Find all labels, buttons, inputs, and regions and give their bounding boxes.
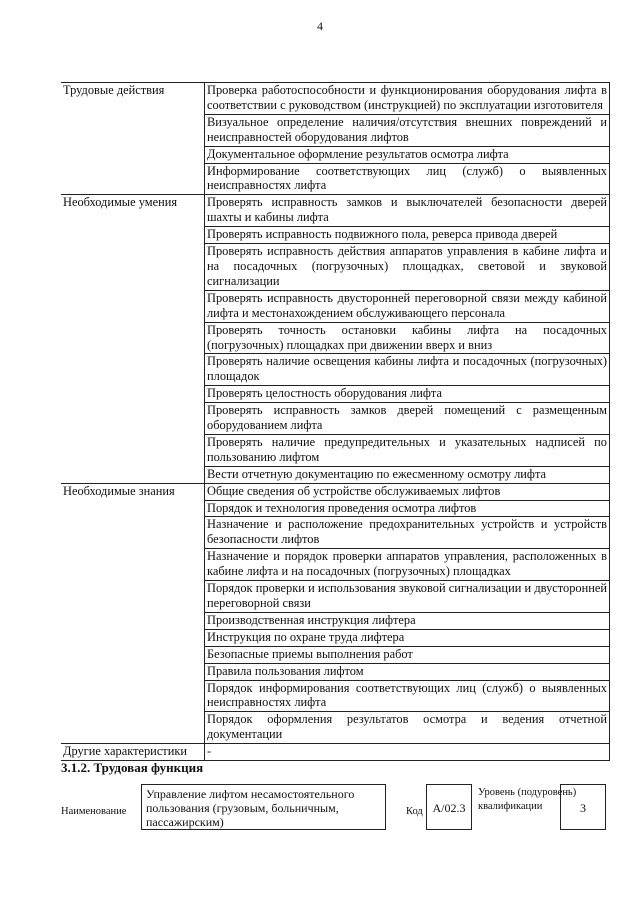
row-label-cell [61,680,205,712]
row-label-cell: Другие характеристики [61,744,205,761]
code-label: Код [406,806,423,817]
section-heading: 3.1.2. Трудовая функция [61,760,204,775]
row-label-cell [61,227,205,244]
table-row [61,146,610,163]
table-row [61,322,610,354]
table-row [61,83,610,115]
table-row [61,466,610,483]
table-row [61,744,610,761]
row-label-cell [61,663,205,680]
table-row [61,646,610,663]
table-row [61,227,610,244]
name-label: Наименование [61,806,127,817]
row-value-cell: Правила пользования лифтом [205,663,610,680]
table-row [61,612,610,629]
level-label: Уровень (подуровень) квалификации [478,787,577,812]
table-row [61,290,610,322]
row-label-cell [61,581,205,613]
table-row [61,244,610,291]
row-label-cell [61,612,205,629]
row-value-cell: Порядок и технология проведения осмотра лифтов [205,500,610,517]
table-row [61,629,610,646]
row-label-cell [61,466,205,483]
code-box: A/02.3 [426,784,472,830]
table-row [61,581,610,613]
function-name-box: Управление лифтом несамостоятельного пользования (грузовым, больничным, пассажирским) [141,784,386,830]
table-row [61,403,610,435]
row-value-cell: Инструкция по охране труда лифтера [205,629,610,646]
competency-table [61,82,610,761]
row-label-cell [61,403,205,435]
table-row [61,680,610,712]
table-row [61,517,610,549]
row-label-cell [61,290,205,322]
table-row [61,663,610,680]
row-label-cell [61,386,205,403]
row-label-cell [61,354,205,386]
row-value-cell: Порядок проверки и использования звуковой сигнализации и двусторонней переговорной связи [205,581,610,613]
row-label-cell: Необходимые знания [61,483,205,500]
page-number: 4 [317,19,323,33]
row-value-cell: Проверять целостность оборудования лифта [205,386,610,403]
row-value-cell: Проверка работоспособности и функционирования оборудования лифта в соответствии с руководством (инструкцией) по эксплуатации изготовителя [205,83,610,115]
row-value-cell: Производственная инструкция лифтера [205,612,610,629]
row-value-cell: Проверять наличие предупредительных и указательных надписей по пользованию лифтом [205,434,610,466]
row-value-cell: Проверять исправность двусторонней переговорной связи между кабиной лифта и местонахождением обслуживающего персонала [205,290,610,322]
row-value-cell: - [205,744,610,761]
table-row [61,195,610,227]
row-value-cell: Назначение и расположение предохранительных устройств и устройств безопасности лифтов [205,517,610,549]
row-value-cell: Проверять наличие освещения кабины лифта и посадочных (погрузочных) площадок [205,354,610,386]
row-value-cell: Безопасные приемы выполнения работ [205,646,610,663]
table-row [61,354,610,386]
row-label-cell [61,244,205,291]
table-row [61,549,610,581]
table-row [61,483,610,500]
row-value-cell: Порядок оформления результатов осмотра и ведения отчетной документации [205,712,610,744]
row-value-cell: Визуальное определение наличия/отсутствия внешних повреждений и неисправностей оборудования лифтов [205,114,610,146]
row-value-cell: Порядок информирования соответствующих лиц (служб) о выявленных неисправностях лифта [205,680,610,712]
row-label-cell [61,549,205,581]
row-value-cell: Вести отчетную документацию по ежесменному осмотру лифта [205,466,610,483]
row-value-cell: Общие сведения об устройстве обслуживаемых лифтов [205,483,610,500]
row-label-cell [61,114,205,146]
row-value-cell: Проверять исправность действия аппаратов управления в кабине лифта и на посадочных (погрузочных) площадках, световой и звуковой сигнализации [205,244,610,291]
row-label-cell [61,163,205,195]
table-row [61,114,610,146]
row-value-cell: Проверять исправность замков дверей помещений с размещенным оборудованием лифта [205,403,610,435]
row-value-cell: Документальное оформление результатов осмотра лифта [205,146,610,163]
row-label-cell [61,517,205,549]
table-row [61,712,610,744]
row-value-cell: Проверять точность остановки кабины лифта на посадочных (погрузочных) площадках при движении вверх и вниз [205,322,610,354]
row-label-cell [61,712,205,744]
row-label-cell [61,646,205,663]
table-row [61,500,610,517]
level-box: 3 [560,784,606,830]
row-label-cell: Трудовые действия [61,83,205,115]
table-row [61,163,610,195]
row-value-cell: Проверять исправность подвижного пола, реверса привода дверей [205,227,610,244]
table-row [61,434,610,466]
row-value-cell: Назначение и порядок проверки аппаратов управления, расположенных в кабине лифта и на посадочных (погрузочных) площадках [205,549,610,581]
row-label-cell [61,322,205,354]
row-label-cell: Необходимые умения [61,195,205,227]
row-value-cell: Информирование соответствующих лиц (служб) о выявленных неисправностях лифта [205,163,610,195]
row-label-cell [61,500,205,517]
row-label-cell [61,629,205,646]
table-row [61,386,610,403]
row-value-cell: Проверять исправность замков и выключателей безопасности дверей шахты и кабины лифта [205,195,610,227]
function-header-row [61,780,621,840]
row-label-cell [61,434,205,466]
row-label-cell [61,146,205,163]
